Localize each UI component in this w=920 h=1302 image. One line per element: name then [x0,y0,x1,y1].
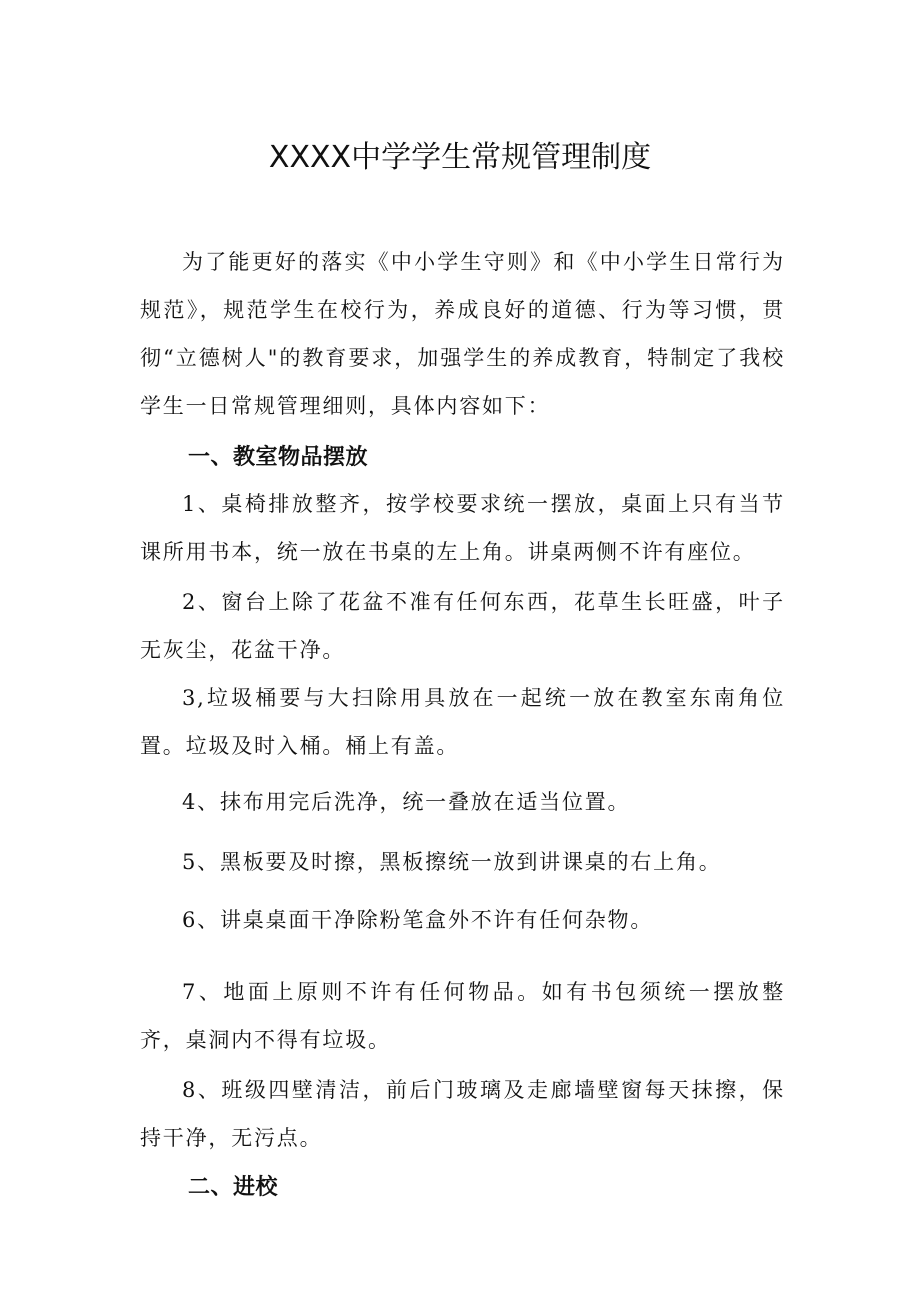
rule-item-1: 1、桌椅排放整齐，按学校要求统一摆放，桌面上只有当节课所用书本，统一放在书桌的左上角。讲桌两侧不许有座位。 [140,492,785,564]
rule-item-7: 7、地面上原则不许有任何物品。如有书包须统一摆放整齐，桌洞内不得有垃圾。 [140,980,785,1052]
rule-item-2: 2、窗台上除了花盆不准有任何东西，花草生长旺盛，叶子无灰尘，花盆干净。 [140,590,785,662]
section-heading-classroom-items: 一、教室物品摆放 [188,445,369,470]
intro-paragraph: 为了能更好的落实《中小学生守则》和《中小学生日常行为规范》，规范学生在校行为，养成良好的道德、行为等习惯，贯彻“立德树人"的教育要求，加强学生的养成教育，特制定了我校学生一日常规管理细则，具体内容如下： [140,250,785,418]
rule-item-6: 6、讲桌桌面干净除粉笔盒外不许有任何杂物。 [182,908,654,932]
section-heading-entering-school: 二、进校 [188,1175,279,1200]
rule-item-3: 3,垃圾桶要与大扫除用具放在一起统一放在教室东南角位置。垃圾及时入桶。桶上有盖。 [140,686,785,758]
rule-item-8: 8、班级四壁清洁，前后门玻璃及走廊墙壁窗每天抹擦，保持干净，无污点。 [140,1078,785,1150]
rule-item-4: 4、抹布用完后洗净，统一叠放在适当位置。 [182,790,631,814]
document-title: XXXX中学学生常规管理制度 [268,140,652,175]
rule-item-5: 5、黑板要及时擦，黑板擦统一放到讲课桌的右上角。 [182,850,722,874]
